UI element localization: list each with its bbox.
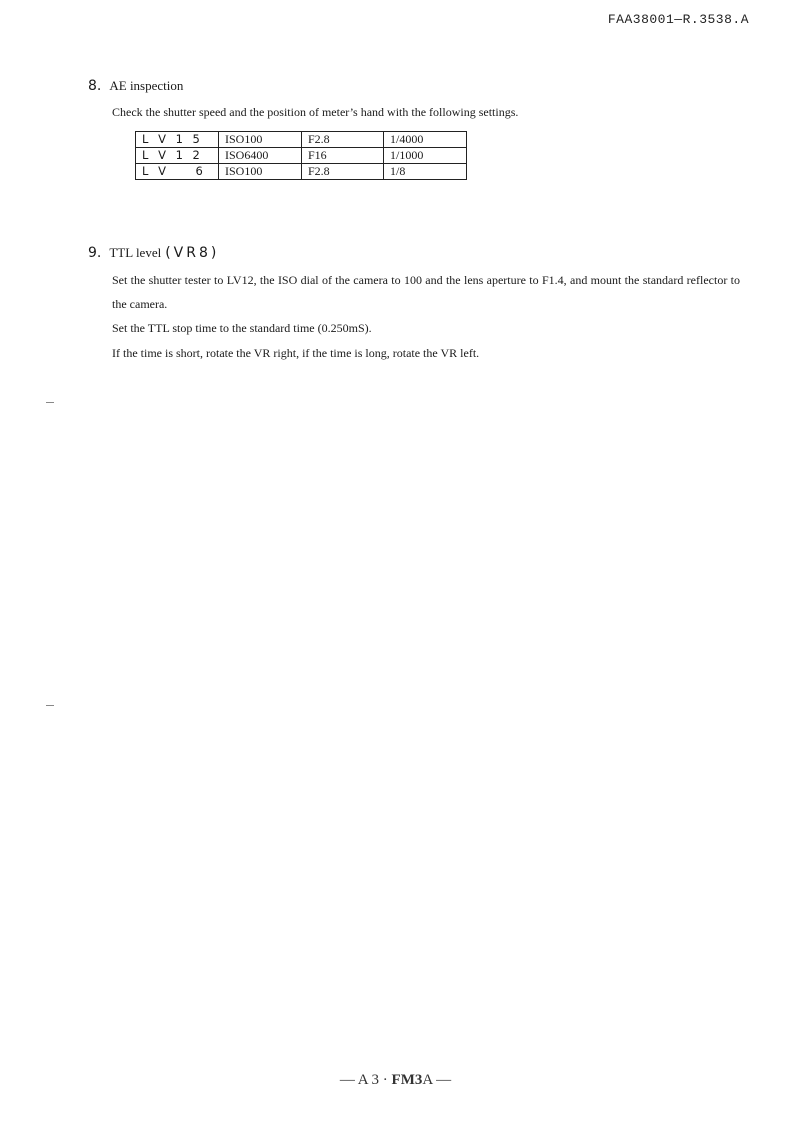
section-9-paragraph-1: Set the shutter tester to LV12, the ISO dial of the camera to 100 and the lens aperture to F1.4, and mount the standard reflector to the camera. xyxy=(112,273,740,311)
footer-suffix: A — xyxy=(422,1072,452,1088)
table-row xyxy=(136,132,467,148)
table-row xyxy=(136,164,467,180)
ae-settings-table xyxy=(135,131,467,180)
section-9-title: TTL level xyxy=(109,245,162,260)
lv-cell: L V 1 5 xyxy=(136,132,219,148)
table-row xyxy=(136,148,467,164)
section-9-number: 9. xyxy=(88,245,102,261)
section-8-title: AE inspection xyxy=(109,78,184,93)
footer-model: FM3 xyxy=(391,1072,423,1088)
page-footer xyxy=(0,1072,791,1089)
section-8-number: 8. xyxy=(88,78,102,94)
lv-cell: L V 1 2 xyxy=(136,148,219,164)
section-8-intro: Check the shutter speed and the position of meter’s hand with the following settings. xyxy=(112,105,519,119)
aperture-cell: F2.8 xyxy=(302,164,384,180)
aperture-cell: F16 xyxy=(302,148,384,164)
section-9-vr: (VR8) xyxy=(165,245,220,261)
shutter-speed-cell: 1/1000 xyxy=(384,148,467,164)
section-8-heading xyxy=(88,78,183,94)
iso-cell: ISO100 xyxy=(219,164,302,180)
section-9-heading xyxy=(88,245,219,261)
aperture-cell: F2.8 xyxy=(302,132,384,148)
iso-cell: ISO100 xyxy=(219,132,302,148)
shutter-speed-cell: 1/8 xyxy=(384,164,467,180)
shutter-speed-cell: 1/4000 xyxy=(384,132,467,148)
iso-cell: ISO6400 xyxy=(219,148,302,164)
scan-mark xyxy=(46,402,54,403)
footer-page-number: — A 3 · xyxy=(339,1072,388,1088)
lv-cell: L V 6 xyxy=(136,164,219,180)
scan-mark xyxy=(46,705,54,706)
section-9-paragraph-2: Set the TTL stop time to the standard time (0.250mS). xyxy=(112,321,372,335)
section-9-paragraph-3: If the time is short, rotate the VR right, if the time is long, rotate the VR left. xyxy=(112,346,480,360)
document-code: FAA38001—R.3538.A xyxy=(607,12,749,27)
